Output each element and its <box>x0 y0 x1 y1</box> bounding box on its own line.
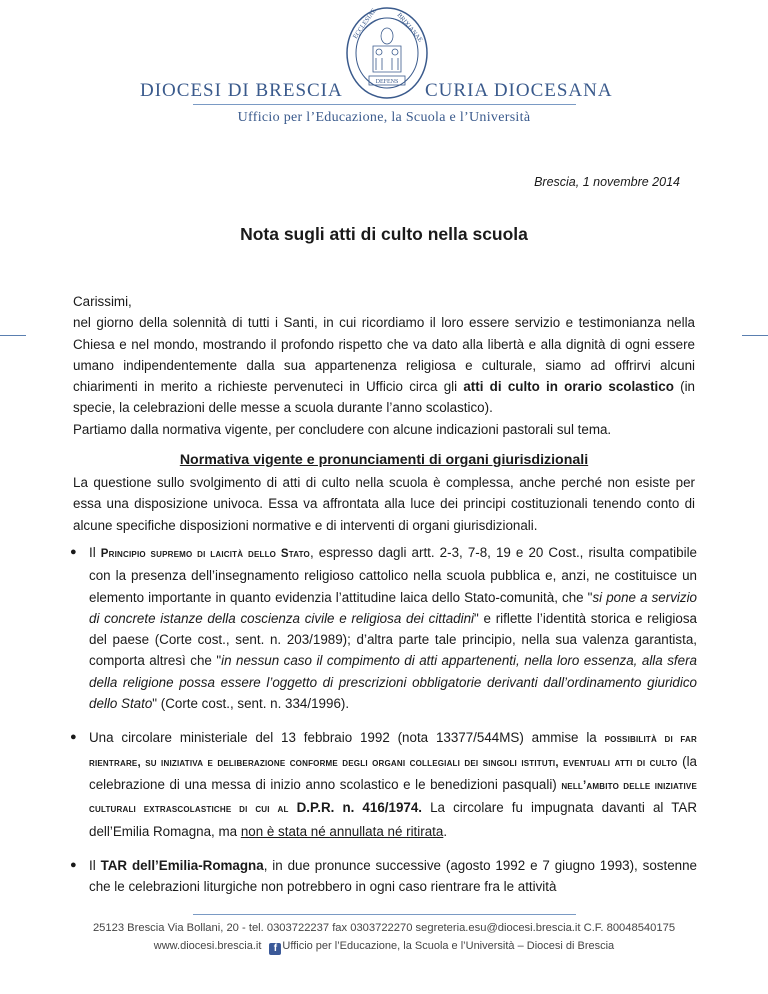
intro-bold-text: atti di culto in orario scolastico <box>463 379 674 395</box>
footer-divider <box>193 914 576 915</box>
emphasis-text: Principio supremo di laicità dello Stato <box>100 548 310 560</box>
intro-closing: Partiamo dalla normativa vigente, per concludere con alcune indicazioni pastorali sul tema. <box>73 421 612 437</box>
svg-text:ECCLESIAE: ECCLESIAE <box>351 7 378 41</box>
greeting: Carissimi, <box>73 294 132 309</box>
curia-name: CURIA DIOCESANA <box>425 80 613 101</box>
footer-contact: 25123 Brescia Via Bollani, 20 - tel. 0303722237 fax 0303722270 segreteria.esu@diocesi.brescia.it C.F. 80048540175 <box>92 922 676 934</box>
text: Il <box>89 545 101 560</box>
list-item <box>70 727 698 841</box>
facebook-page-link[interactable]: Ufficio per l’Educazione, la Scuola e l’Università – Diocesi di Brescia <box>282 940 615 952</box>
document-title: Nota sugli atti di culto nella scuola <box>240 224 528 244</box>
text: (la celebrazione di una messa di inizio anno scolastico e le benedizioni pasquali) <box>89 753 698 792</box>
bullet-icon: ● <box>70 731 77 744</box>
intro-section <box>73 291 695 440</box>
svg-text:BRIXIANAE: BRIXIANAE <box>395 11 424 44</box>
text: " (Corte cost., sent. n. 334/1996). <box>152 696 350 712</box>
footer-links <box>0 940 768 955</box>
diocese-seal-icon <box>345 6 429 100</box>
website-link[interactable]: www.diocesi.brescia.it <box>153 940 262 952</box>
section-intro: La questione sullo svolgimento di atti di culto nella scuola è complessa, anche perché non esiste per essa una disposizione univoca. Essa va affrontata alla luce dei principi costituzionali tenendo conto di alcune specifiche disposizioni normative e di interventi di organi giurisdizionali. <box>73 475 695 533</box>
text: La circolare fu impugnata davanti al TAR dell’Emilia Romagna, ma <box>89 800 698 839</box>
quote-text: in nessun caso il compimento di atti appartenenti, nella loro essenza, alla sfera della religione possa essere l’oggetto di prescrizioni obbligatorie derivanti dall’ordinamento giuridico dello Stato <box>89 653 697 712</box>
text: Una circolare ministeriale del 13 febbraio 1992 (nota 13377/544MS) ammise la <box>89 730 605 746</box>
emphasis-text: possibilità di far rientrare, su iniziativa e deliberazione conforme degli organi collegiali dei singoli istituti, eventuali atti di culto <box>89 733 697 769</box>
bold-text: TAR dell’Emilia-Romagna <box>100 857 264 873</box>
quote-text: si pone a servizio di concrete istanze della coscienza civile e religiosa dei cittadini <box>89 589 697 626</box>
header-divider <box>193 104 576 105</box>
facebook-icon[interactable]: f <box>269 943 281 955</box>
text: " e riflette l’identità storica e religiosa del paese (Corte cost., sent. n. 203/1989); d’altra parte tale principio, nella sua valenza garantista, comporta altresì che " <box>89 610 697 669</box>
office-name: Ufficio per l’Educazione, la Scuola e l’Università <box>237 110 531 125</box>
intro-paragraph <box>73 312 695 418</box>
letter-date: Brescia, 1 novembre 2014 <box>534 175 680 189</box>
intro-text-a: nel giorno della solennità di tutti i Santi, in cui ricordiamo il loro essere servizio e testimonianza nella Chiesa e nel mondo, mostrando il profondo rispetto che va dato alla libertà e alla dignità di ogni essere umano indipendentemente dalla sua appartenenza religiosa e culturale, siamo ad offrirvi alcuni chiarimenti in merito a richieste pervenuteci in Ufficio circa gli <box>73 315 695 395</box>
text: Il <box>89 857 101 873</box>
bold-text: D.P.R. n. 416/1974. <box>288 800 423 816</box>
bullet-list <box>70 542 698 910</box>
bullet-icon: ● <box>70 546 77 558</box>
right-fold-mark <box>742 335 768 336</box>
text: . <box>443 823 448 839</box>
svg-text:DEFENS: DEFENS <box>375 79 399 85</box>
left-fold-mark <box>0 335 26 336</box>
text: , in due pronunce successive (agosto 1992 e 7 giugno 1993), sostenne che le celebrazioni liturgiche non potrebbero in ogni caso rientrare fra le attività <box>89 857 698 895</box>
letterhead <box>0 0 768 135</box>
section-heading: Normativa vigente e pronunciamenti di organi giurisdizionali <box>179 452 589 468</box>
intro-text-b: (in specie, la celebrazioni delle messe a scuola durante l’anno scolastico). <box>73 379 695 416</box>
list-item <box>70 855 698 898</box>
emphasis-text: nell’ambito delle iniziative culturali extrascolastiche di cui al <box>89 779 698 816</box>
list-item <box>70 542 697 714</box>
underlined-text: non è stata né annullata né ritirata <box>240 823 444 839</box>
bullet-icon: ● <box>70 858 77 871</box>
diocese-name: DIOCESI DI BRESCIA <box>140 80 343 101</box>
text: , espresso dagli artt. 2-3, 7-8, 19 e 20 Cost., risulta compatibile con la presenza dell’insegnamento religioso cattolico nella scuola pubblica e, anzi, ne costituisce un elemento importante in quanto evidenzia l’attitudine laica dello Stato-comunità, che " <box>89 545 697 605</box>
